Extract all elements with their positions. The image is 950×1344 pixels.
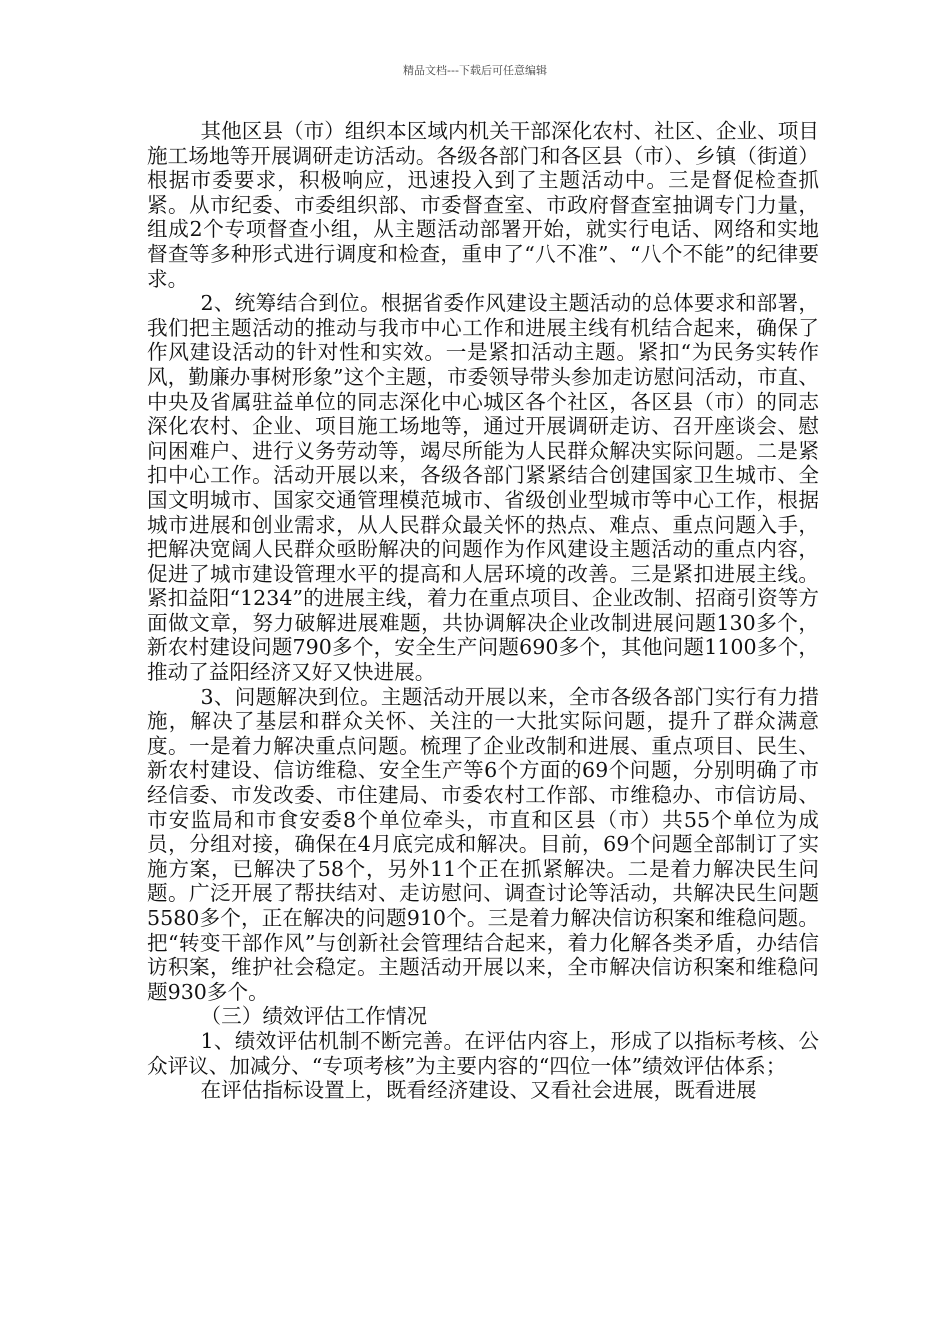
paragraph: 在评估指标设置上，既看经济建设、又看社会进展，既看进展 (200, 1078, 757, 1103)
section-heading: （三）绩效评估工作情况 (200, 1004, 428, 1029)
paragraph: 2、统筹结合到位。根据省委作风建设主题活动的总体要求和部署，我们把主题活动的推动与我市中心工作和进展主线有机结合起来，确保了作风建设活动的针对性和实效。一是紧扣活动主题。紧扣“为民务实转作风，勤廉办事树形象”这个主题，市委领导带头参加走访慰问活动，市直、中央及省属驻益单位的同志深化中心城区各个社区，各区县（市）的同志深化农村、企业、项目施工场地等，通过开展调研走访、召开座谈会、慰问困难户、进行义务劳动等，竭尽所能为人民群众解决实际问题。二是紧扣中心工作。活动开展以来，各级各部门紧紧结合创建国家卫生城市、全国文明城市、国家交通管理模范城市、省级创业型城市等中心工作，根据城市进展和创业需求，从人民群众最关怀的热点、难点、重点问题入手，把解决宽阔人民群众亟盼解决的问题作为作风建设主题活动的重点内容，促进了城市建设管理水平的提高和人居环境的改善。三是紧扣进展主线。紧扣益阳“1234”的进展主线，着力在重点项目、企业改制、招商引资等方面做文章，努力破解进展难题，共协调解决企业改制进展问题130多个，新农村建设问题790多个，安全生产问题690多个，其他问题1100多个，推动了益阳经济又好又快进展。 (147, 291, 819, 685)
paragraph: 其他区县（市）组织本区域内机关干部深化农村、社区、企业、项目施工场地等开展调研走访活动。各级各部门和各区县（市）、乡镇（街道）根据市委要求，积极响应，迅速投入到了主题活动中。三是督促检查抓紧。从市纪委、市委组织部、市委督查室、市政府督查室抽调专门力量，组成2个专项督查小组，从主题活动部署开始，就实行电话、网络和实地督查等多种形式进行调度和检查，重申了“八不准”、“八个不能”的纪律要求。 (147, 119, 819, 291)
document-body (147, 119, 819, 1103)
paragraph: 3、问题解决到位。主题活动开展以来，全市各级各部门实行有力措施，解决了基层和群众关怀、关注的一大批实际问题，提升了群众满意度。一是着力解决重点问题。梳理了企业改制和进展、重点项目、民生、新农村建设、信访维稳、安全生产等6个方面的69个问题，分别明确了市经信委、市发改委、市住建局、市委农村工作部、市维稳办、市信访局、市安监局和市食安委8个单位牵头，市直和区县（市）共55个单位为成员，分组对接，确保在4月底完成和解决。目前，69个问题全部制订了实施方案，已解决了58个，另外11个正在抓紧解决。二是着力解决民生问题。广泛开展了帮扶结对、走访慰问、调查讨论等活动，共解决民生问题5580多个，正在解决的问题910个。三是着力解决信访积案和维稳问题。把“转变干部作风”与创新社会管理结合起来，着力化解各类矛盾，办结信访积案，维护社会稳定。主题活动开展以来，全市解决信访积案和维稳问题930多个。 (147, 684, 819, 1004)
paragraph: 1、绩效评估机制不断完善。在评估内容上，形成了以指标考核、公众评议、加减分、“专项考核”为主要内容的“四位一体”绩效评估体系； (147, 1028, 819, 1078)
page-header: 精品文档---下载后可任意编辑 (403, 64, 547, 77)
